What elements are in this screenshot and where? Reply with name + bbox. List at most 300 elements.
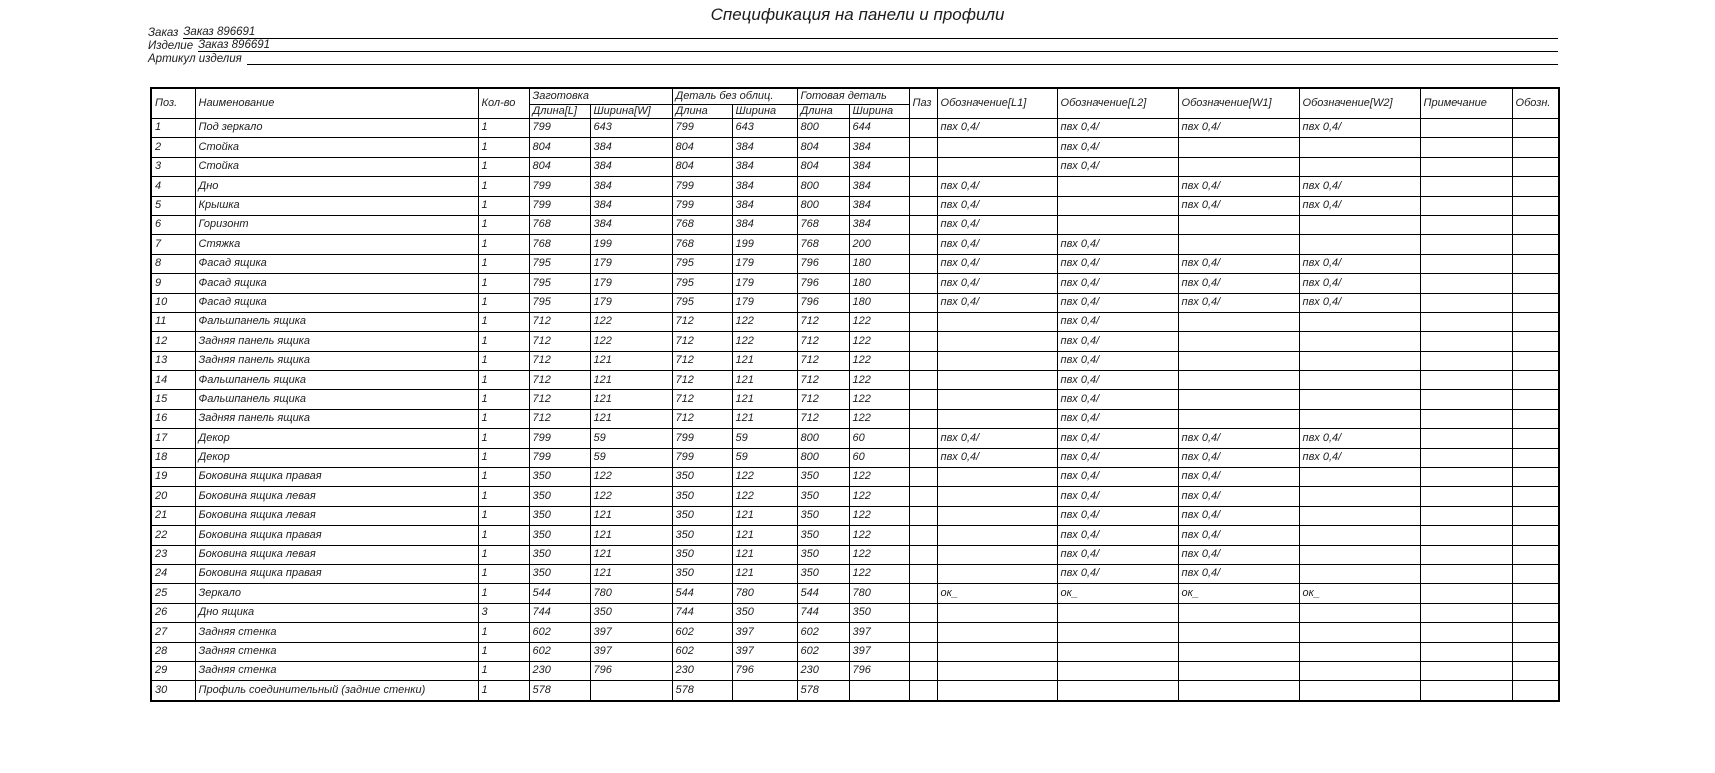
order-label: Заказ (148, 26, 179, 39)
table-row (151, 157, 1559, 176)
cell-got_len: 712 (797, 371, 849, 390)
cell-obozn_w1 (1178, 138, 1299, 157)
cell-obozn_l1 (937, 681, 1057, 701)
cell-paz (909, 526, 937, 545)
col-header-got-len: Длина (797, 105, 849, 119)
cell-det_wid: 179 (732, 293, 797, 312)
cell-obozn_w1: пвх 0,4/ (1178, 254, 1299, 273)
table-row (151, 506, 1559, 525)
cell-pos: 5 (151, 196, 195, 215)
cell-got_len: 796 (797, 254, 849, 273)
cell-got_wid: 384 (849, 157, 909, 176)
table-row (151, 235, 1559, 254)
cell-obozn (1512, 584, 1559, 603)
cell-det_wid: 796 (732, 661, 797, 680)
cell-got_len: 744 (797, 603, 849, 622)
cell-det_len: 768 (672, 235, 732, 254)
cell-note (1420, 506, 1512, 525)
cell-det_wid: 121 (732, 409, 797, 428)
cell-obozn_l2: пвх 0,4/ (1057, 468, 1178, 487)
cell-det_wid: 59 (732, 429, 797, 448)
cell-zag_len: 712 (529, 390, 590, 409)
cell-note (1420, 254, 1512, 273)
cell-got_len: 350 (797, 545, 849, 564)
cell-obozn_w2: пвх 0,4/ (1299, 448, 1420, 467)
cell-paz (909, 215, 937, 234)
cell-zag_len: 350 (529, 564, 590, 583)
cell-det_wid: 199 (732, 235, 797, 254)
cell-zag_wid: 121 (590, 351, 672, 370)
cell-obozn_w1: пвх 0,4/ (1178, 119, 1299, 138)
table-row (151, 603, 1559, 622)
cell-paz (909, 312, 937, 331)
cell-det_wid: 384 (732, 138, 797, 157)
cell-det_len: 350 (672, 506, 732, 525)
cell-got_len: 712 (797, 332, 849, 351)
cell-obozn_l1 (937, 506, 1057, 525)
cell-note (1420, 603, 1512, 622)
cell-det_wid: 121 (732, 526, 797, 545)
cell-obozn_w1 (1178, 603, 1299, 622)
cell-obozn_w1 (1178, 390, 1299, 409)
cell-obozn_l1: пвх 0,4/ (937, 448, 1057, 467)
cell-note (1420, 623, 1512, 642)
cell-det_len: 799 (672, 196, 732, 215)
cell-det_len: 350 (672, 487, 732, 506)
cell-obozn_l2 (1057, 603, 1178, 622)
table-row (151, 526, 1559, 545)
table-row (151, 293, 1559, 312)
cell-obozn_l2 (1057, 681, 1178, 701)
cell-name: Фасад ящика (195, 293, 478, 312)
cell-zag_len: 768 (529, 215, 590, 234)
cell-zag_len: 799 (529, 177, 590, 196)
cell-zag_len: 712 (529, 351, 590, 370)
cell-obozn (1512, 351, 1559, 370)
cell-obozn (1512, 661, 1559, 680)
cell-paz (909, 545, 937, 564)
cell-note (1420, 468, 1512, 487)
cell-zag_len: 795 (529, 254, 590, 273)
cell-obozn_w1: пвх 0,4/ (1178, 506, 1299, 525)
cell-qty: 1 (478, 448, 529, 467)
cell-paz (909, 564, 937, 583)
cell-got_len: 602 (797, 642, 849, 661)
cell-pos: 19 (151, 468, 195, 487)
cell-name: Задняя стенка (195, 661, 478, 680)
cell-paz (909, 157, 937, 176)
table-row (151, 351, 1559, 370)
cell-obozn_w2 (1299, 235, 1420, 254)
cell-pos: 28 (151, 642, 195, 661)
table-row (151, 642, 1559, 661)
cell-obozn (1512, 235, 1559, 254)
cell-det_wid: 397 (732, 642, 797, 661)
cell-got_len: 800 (797, 196, 849, 215)
article-label: Артикул изделия (148, 52, 242, 65)
cell-obozn (1512, 603, 1559, 622)
cell-obozn_w1 (1178, 623, 1299, 642)
cell-zag_len: 799 (529, 448, 590, 467)
cell-got_wid: 122 (849, 545, 909, 564)
cell-obozn_l2: пвх 0,4/ (1057, 119, 1178, 138)
cell-qty: 1 (478, 545, 529, 564)
cell-obozn_w2 (1299, 564, 1420, 583)
cell-zag_len: 712 (529, 409, 590, 428)
cell-got_wid: 397 (849, 642, 909, 661)
cell-obozn_w2: пвх 0,4/ (1299, 293, 1420, 312)
cell-obozn_w1 (1178, 235, 1299, 254)
cell-zag_len: 350 (529, 506, 590, 525)
col-group-zagotovka: Заготовка (529, 88, 672, 105)
cell-zag_wid: 121 (590, 371, 672, 390)
cell-zag_len: 799 (529, 196, 590, 215)
cell-paz (909, 681, 937, 701)
cell-obozn (1512, 468, 1559, 487)
cell-obozn_w1: ок_ (1178, 584, 1299, 603)
cell-obozn_l2: пвх 0,4/ (1057, 157, 1178, 176)
cell-pos: 26 (151, 603, 195, 622)
cell-zag_wid: 384 (590, 138, 672, 157)
cell-name: Фасад ящика (195, 254, 478, 273)
cell-det_wid: 122 (732, 468, 797, 487)
cell-obozn_l2: пвх 0,4/ (1057, 564, 1178, 583)
cell-qty: 1 (478, 254, 529, 273)
cell-zag_wid: 780 (590, 584, 672, 603)
cell-zag_len: 799 (529, 119, 590, 138)
cell-obozn_l1: пвх 0,4/ (937, 274, 1057, 293)
cell-zag_wid: 397 (590, 623, 672, 642)
cell-paz (909, 603, 937, 622)
cell-name: Дно ящика (195, 603, 478, 622)
cell-got_wid: 122 (849, 351, 909, 370)
cell-obozn_l1 (937, 468, 1057, 487)
cell-name: Задняя стенка (195, 623, 478, 642)
cell-obozn_w1: пвх 0,4/ (1178, 196, 1299, 215)
cell-obozn (1512, 448, 1559, 467)
cell-got_wid: 60 (849, 448, 909, 467)
cell-obozn_w2 (1299, 487, 1420, 506)
cell-pos: 4 (151, 177, 195, 196)
cell-qty: 1 (478, 526, 529, 545)
cell-zag_len: 544 (529, 584, 590, 603)
table-row (151, 332, 1559, 351)
cell-det_len: 350 (672, 468, 732, 487)
cell-got_len: 768 (797, 235, 849, 254)
cell-pos: 20 (151, 487, 195, 506)
cell-name: Задняя панель ящика (195, 409, 478, 428)
cell-pos: 16 (151, 409, 195, 428)
cell-zag_len: 350 (529, 468, 590, 487)
cell-obozn_w1 (1178, 312, 1299, 331)
cell-name: Боковина ящика правая (195, 564, 478, 583)
cell-name: Боковина ящика правая (195, 526, 478, 545)
cell-qty: 1 (478, 235, 529, 254)
table-row (151, 196, 1559, 215)
cell-paz (909, 506, 937, 525)
cell-paz (909, 254, 937, 273)
order-meta (148, 26, 1558, 65)
col-header-det-len: Длина (672, 105, 732, 119)
cell-note (1420, 429, 1512, 448)
cell-paz (909, 448, 937, 467)
cell-pos: 27 (151, 623, 195, 642)
cell-name: Задняя стенка (195, 642, 478, 661)
cell-got_wid: 780 (849, 584, 909, 603)
cell-det_len: 712 (672, 312, 732, 331)
cell-det_wid: 122 (732, 312, 797, 331)
cell-det_wid: 121 (732, 351, 797, 370)
cell-obozn_w1 (1178, 409, 1299, 428)
cell-det_len: 804 (672, 157, 732, 176)
cell-got_len: 804 (797, 138, 849, 157)
cell-got_wid: 122 (849, 487, 909, 506)
cell-obozn_w1 (1178, 371, 1299, 390)
cell-obozn (1512, 119, 1559, 138)
cell-obozn_w1: пвх 0,4/ (1178, 274, 1299, 293)
cell-paz (909, 177, 937, 196)
cell-zag_wid: 384 (590, 157, 672, 176)
meta-line-article (148, 52, 1558, 65)
cell-pos: 14 (151, 371, 195, 390)
cell-obozn_l2: пвх 0,4/ (1057, 409, 1178, 428)
cell-zag_wid: 179 (590, 293, 672, 312)
product-label: Изделие (148, 39, 194, 52)
col-header-got-wid: Ширина (849, 105, 909, 119)
cell-obozn_l2 (1057, 215, 1178, 234)
col-header-paz: Паз (909, 88, 937, 119)
cell-obozn_l1 (937, 603, 1057, 622)
cell-zag_wid: 121 (590, 409, 672, 428)
col-header-obozn-w1: Обозначение[W1] (1178, 88, 1299, 119)
cell-obozn_l2 (1057, 196, 1178, 215)
cell-got_len: 350 (797, 468, 849, 487)
table-row (151, 681, 1559, 701)
cell-pos: 15 (151, 390, 195, 409)
cell-note (1420, 235, 1512, 254)
cell-got_len: 800 (797, 119, 849, 138)
cell-paz (909, 235, 937, 254)
cell-obozn_w2: пвх 0,4/ (1299, 429, 1420, 448)
cell-qty: 1 (478, 177, 529, 196)
cell-obozn_w1: пвх 0,4/ (1178, 293, 1299, 312)
cell-det_wid: 122 (732, 487, 797, 506)
cell-det_wid: 121 (732, 371, 797, 390)
cell-name: Стойка (195, 157, 478, 176)
cell-pos: 9 (151, 274, 195, 293)
cell-zag_len: 602 (529, 623, 590, 642)
cell-qty: 1 (478, 215, 529, 234)
cell-det_len: 799 (672, 448, 732, 467)
cell-got_wid: 796 (849, 661, 909, 680)
cell-name: Боковина ящика левая (195, 506, 478, 525)
cell-zag_wid (590, 681, 672, 701)
cell-qty: 1 (478, 468, 529, 487)
table-row (151, 254, 1559, 273)
cell-obozn_w1: пвх 0,4/ (1178, 526, 1299, 545)
cell-obozn_l1 (937, 545, 1057, 564)
cell-det_len: 602 (672, 642, 732, 661)
cell-name: Горизонт (195, 215, 478, 234)
cell-name: Задняя панель ящика (195, 351, 478, 370)
cell-det_len: 795 (672, 274, 732, 293)
cell-obozn (1512, 215, 1559, 234)
cell-obozn_w2 (1299, 603, 1420, 622)
cell-obozn_w2 (1299, 332, 1420, 351)
cell-zag_len: 799 (529, 429, 590, 448)
table-row (151, 312, 1559, 331)
cell-obozn_l1 (937, 487, 1057, 506)
table-row (151, 429, 1559, 448)
cell-got_wid: 122 (849, 468, 909, 487)
cell-det_len: 350 (672, 526, 732, 545)
cell-obozn_l1: пвх 0,4/ (937, 119, 1057, 138)
cell-obozn_w2 (1299, 506, 1420, 525)
cell-det_wid: 384 (732, 177, 797, 196)
cell-name: Фальшпанель ящика (195, 371, 478, 390)
cell-obozn_l1: пвх 0,4/ (937, 293, 1057, 312)
cell-obozn_l2: пвх 0,4/ (1057, 138, 1178, 157)
cell-qty: 1 (478, 351, 529, 370)
cell-obozn_l2: пвх 0,4/ (1057, 235, 1178, 254)
col-header-name: Наименование (195, 88, 478, 119)
cell-zag_wid: 122 (590, 312, 672, 331)
cell-obozn_w2 (1299, 215, 1420, 234)
cell-paz (909, 274, 937, 293)
cell-note (1420, 409, 1512, 428)
cell-got_len: 350 (797, 526, 849, 545)
cell-qty: 1 (478, 681, 529, 701)
cell-det_wid: 121 (732, 390, 797, 409)
col-header-zag-wid: Ширина[W] (590, 105, 672, 119)
cell-det_len: 795 (672, 293, 732, 312)
cell-got_wid: 122 (849, 564, 909, 583)
cell-note (1420, 274, 1512, 293)
cell-zag_wid: 179 (590, 254, 672, 273)
cell-zag_wid: 59 (590, 448, 672, 467)
cell-name: Декор (195, 448, 478, 467)
cell-det_len: 799 (672, 177, 732, 196)
cell-pos: 22 (151, 526, 195, 545)
cell-qty: 1 (478, 409, 529, 428)
table-row (151, 448, 1559, 467)
cell-zag_wid: 796 (590, 661, 672, 680)
cell-obozn_l2: пвх 0,4/ (1057, 312, 1178, 331)
cell-obozn_l1 (937, 390, 1057, 409)
table-row (151, 468, 1559, 487)
cell-det_wid: 122 (732, 332, 797, 351)
cell-obozn_w2: пвх 0,4/ (1299, 196, 1420, 215)
cell-obozn_w1: пвх 0,4/ (1178, 487, 1299, 506)
cell-obozn_l1 (937, 157, 1057, 176)
cell-obozn_l1 (937, 526, 1057, 545)
cell-obozn_l2: пвх 0,4/ (1057, 506, 1178, 525)
table-row (151, 623, 1559, 642)
cell-obozn_l2: пвх 0,4/ (1057, 332, 1178, 351)
cell-name: Дно (195, 177, 478, 196)
cell-got_wid: 200 (849, 235, 909, 254)
cell-obozn_w2 (1299, 526, 1420, 545)
cell-obozn (1512, 390, 1559, 409)
cell-got_len: 796 (797, 274, 849, 293)
cell-got_len: 804 (797, 157, 849, 176)
cell-qty: 1 (478, 293, 529, 312)
cell-qty: 1 (478, 506, 529, 525)
cell-got_wid: 122 (849, 409, 909, 428)
cell-obozn (1512, 681, 1559, 701)
cell-obozn_w2 (1299, 351, 1420, 370)
cell-zag_wid: 397 (590, 642, 672, 661)
cell-name: Фасад ящика (195, 274, 478, 293)
cell-qty: 1 (478, 157, 529, 176)
cell-obozn_l2: пвх 0,4/ (1057, 371, 1178, 390)
cell-obozn_l1 (937, 138, 1057, 157)
cell-obozn_l1 (937, 623, 1057, 642)
cell-name: Стяжка (195, 235, 478, 254)
cell-obozn_l1 (937, 332, 1057, 351)
cell-qty: 1 (478, 274, 529, 293)
table-row (151, 215, 1559, 234)
cell-got_len: 578 (797, 681, 849, 701)
cell-qty: 1 (478, 138, 529, 157)
cell-obozn_l2 (1057, 623, 1178, 642)
cell-pos: 18 (151, 448, 195, 467)
cell-obozn_w2 (1299, 371, 1420, 390)
cell-note (1420, 545, 1512, 564)
cell-det_len: 768 (672, 215, 732, 234)
table-row (151, 274, 1559, 293)
cell-pos: 12 (151, 332, 195, 351)
cell-got_len: 712 (797, 390, 849, 409)
order-value: Заказ 896691 (183, 26, 1558, 39)
table-row (151, 138, 1559, 157)
cell-obozn_w2 (1299, 623, 1420, 642)
cell-name: Декор (195, 429, 478, 448)
cell-det_len: 799 (672, 119, 732, 138)
cell-qty: 1 (478, 623, 529, 642)
cell-obozn (1512, 177, 1559, 196)
table-row (151, 390, 1559, 409)
cell-zag_len: 350 (529, 545, 590, 564)
cell-zag_len: 712 (529, 332, 590, 351)
cell-det_len: 350 (672, 545, 732, 564)
cell-zag_len: 578 (529, 681, 590, 701)
cell-got_wid: 60 (849, 429, 909, 448)
table-row (151, 487, 1559, 506)
cell-obozn_l2: пвх 0,4/ (1057, 274, 1178, 293)
cell-zag_wid: 121 (590, 526, 672, 545)
cell-note (1420, 487, 1512, 506)
cell-note (1420, 584, 1512, 603)
cell-name: Боковина ящика левая (195, 487, 478, 506)
cell-det_wid: 179 (732, 274, 797, 293)
cell-note (1420, 351, 1512, 370)
cell-got_wid: 122 (849, 332, 909, 351)
cell-got_len: 350 (797, 564, 849, 583)
cell-det_len: 795 (672, 254, 732, 273)
cell-obozn (1512, 642, 1559, 661)
cell-got_wid: 122 (849, 506, 909, 525)
cell-obozn (1512, 506, 1559, 525)
cell-zag_wid: 384 (590, 177, 672, 196)
cell-obozn_w1 (1178, 642, 1299, 661)
cell-det_len: 578 (672, 681, 732, 701)
col-header-obozn: Обозн. (1512, 88, 1559, 119)
cell-pos: 8 (151, 254, 195, 273)
cell-zag_wid: 350 (590, 603, 672, 622)
cell-zag_wid: 122 (590, 468, 672, 487)
cell-det_wid: 121 (732, 506, 797, 525)
